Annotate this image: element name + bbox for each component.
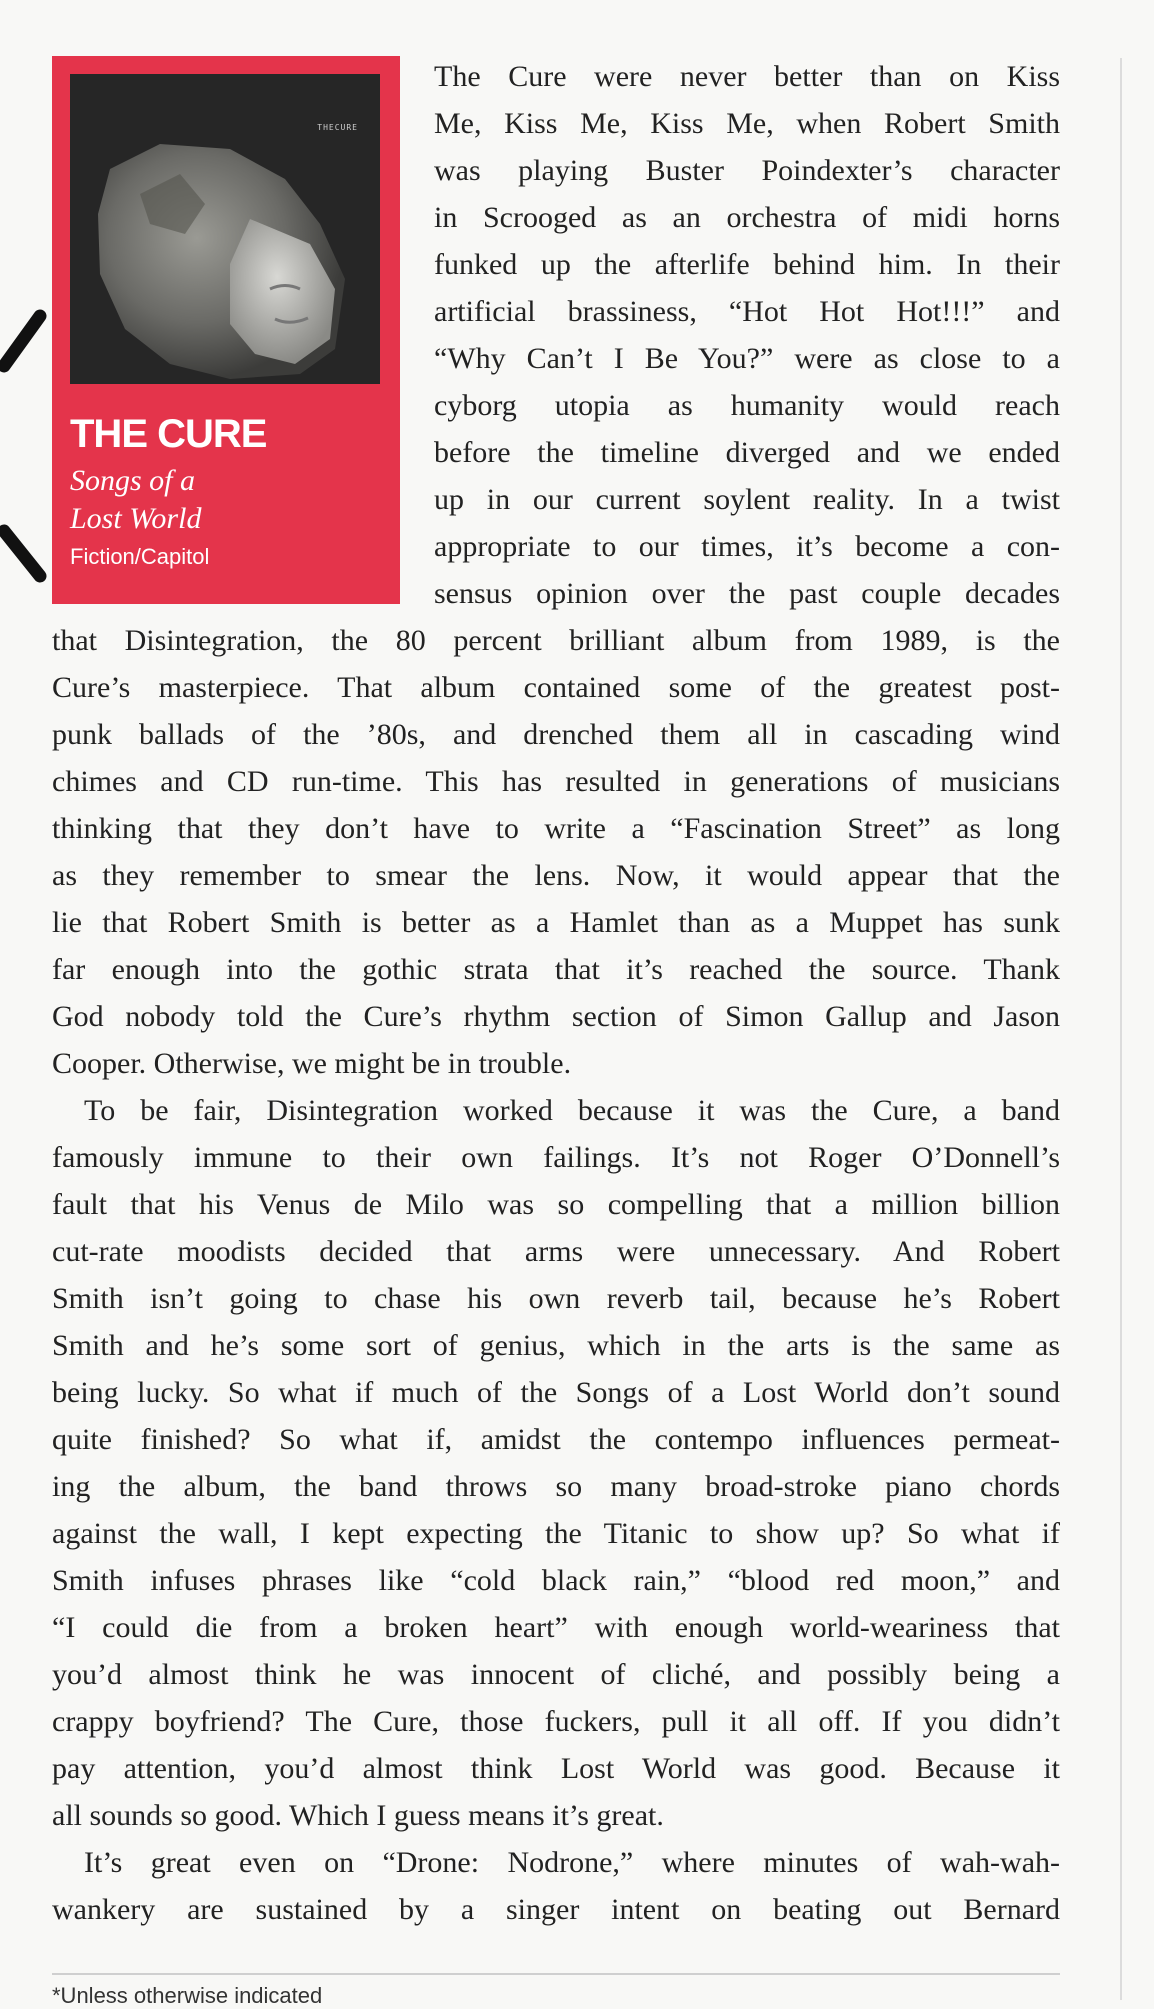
- article-line: Smith infuses phrases like “cold black rain,” “blood red moon,” and: [52, 1564, 1060, 1597]
- album-cover: [70, 74, 380, 384]
- album-title-line-1: Songs of a: [70, 464, 196, 497]
- article-line: ing the album, the band throws so many broad-stroke piano chords: [52, 1470, 1060, 1503]
- article-line: It’s great even on “Drone: Nodrone,” where minutes of wah-wah-: [84, 1846, 1060, 1879]
- article-line: before the timeline diverged and we ended: [434, 436, 1060, 469]
- article-line: punk ballads of the ’80s, and drenched them all in cascading wind: [52, 718, 1060, 751]
- article-line: wankery are sustained by a singer intent on beating out Bernard: [52, 1893, 1060, 1926]
- record-label: Fiction/Capitol: [70, 544, 210, 569]
- article-line: you’d almost think he was innocent of cliché, and possibly being a: [52, 1658, 1060, 1691]
- article-line: all sounds so good. Which I guess means it’s great.: [52, 1799, 664, 1832]
- article-line: quite finished? So what if, amidst the contempo influences permeat-: [52, 1423, 1060, 1456]
- selection-bracket-icon: [0, 306, 50, 606]
- article-line: in Scrooged as an orchestra of midi horns: [434, 201, 1060, 234]
- article-line: against the wall, I kept expecting the Titanic to show up? So what if: [52, 1517, 1060, 1550]
- article-line: artificial brassiness, “Hot Hot Hot!!!” and: [434, 295, 1060, 328]
- article-line: lie that Robert Smith is better as a Hamlet than as a Muppet has sunk: [52, 906, 1060, 939]
- article-line: was playing Buster Poindexter’s character: [434, 154, 1060, 187]
- footnote-rule: [52, 1973, 1060, 1975]
- article-line: To be fair, Disintegration worked because it was the Cure, a band: [84, 1094, 1060, 1127]
- article-line: God nobody told the Cure’s rhythm section of Simon Gallup and Jason: [52, 1000, 1060, 1033]
- article-line: chimes and CD run-time. This has resulted in generations of musicians: [52, 765, 1060, 798]
- article-line: being lucky. So what if much of the Songs of a Lost World don’t sound: [52, 1376, 1060, 1409]
- footnote: *Unless otherwise indicated: [52, 1983, 323, 2008]
- article-line: Smith and he’s some sort of genius, which in the arts is the same as: [52, 1329, 1060, 1362]
- article-line: as they remember to smear the lens. Now, it would appear that the: [52, 859, 1060, 892]
- article-line: cut-rate moodists decided that arms were unnecessary. And Robert: [52, 1235, 1060, 1268]
- article-line: Smith isn’t going to chase his own reverb tail, because he’s Robert: [52, 1282, 1060, 1315]
- artist-name: THE CURE: [70, 412, 267, 456]
- article-line: The Cure were never better than on Kiss: [434, 60, 1060, 93]
- article-line: pay attention, you’d almost think Lost World was good. Because it: [52, 1752, 1060, 1785]
- article-line: “I could die from a broken heart” with enough world-weariness that: [52, 1611, 1060, 1644]
- article-line: Cooper. Otherwise, we might be in trouble.: [52, 1047, 572, 1080]
- article-line: cyborg utopia as humanity would reach: [434, 389, 1060, 422]
- article-line: that Disintegration, the 80 percent brilliant album from 1989, is the: [52, 624, 1060, 657]
- article-line: Me, Kiss Me, Kiss Me, when Robert Smith: [434, 107, 1060, 140]
- article-line: fault that his Venus de Milo was so compelling that a million billion: [52, 1188, 1060, 1221]
- article-line: thinking that they don’t have to write a “Fascination Street” as long: [52, 812, 1060, 845]
- article-line: famously immune to their own failings. It’s not Roger O’Donnell’s: [52, 1141, 1060, 1174]
- album-cover-art: [70, 74, 380, 384]
- article-line: funked up the afterlife behind him. In their: [434, 248, 1060, 281]
- cover-band-name: THECURE: [317, 123, 358, 132]
- article-line: sensus opinion over the past couple decades: [434, 577, 1060, 610]
- article-line: crappy boyfriend? The Cure, those fuckers, pull it all off. If you didn’t: [52, 1705, 1060, 1738]
- article-line: “Why Can’t I Be You?” were as close to a: [434, 342, 1060, 375]
- article-line: Cure’s masterpiece. That album contained some of the greatest post-: [52, 671, 1060, 704]
- article-line: up in our current soylent reality. In a twist: [434, 483, 1060, 516]
- album-info-box: [52, 56, 400, 604]
- article-line: far enough into the gothic strata that it’s reached the source. Thank: [52, 953, 1060, 986]
- album-title-line-2: Lost World: [70, 502, 202, 535]
- column-rule: [1120, 58, 1122, 2000]
- album-title: [70, 462, 382, 538]
- article-line: appropriate to our times, it’s become a con-: [434, 530, 1060, 563]
